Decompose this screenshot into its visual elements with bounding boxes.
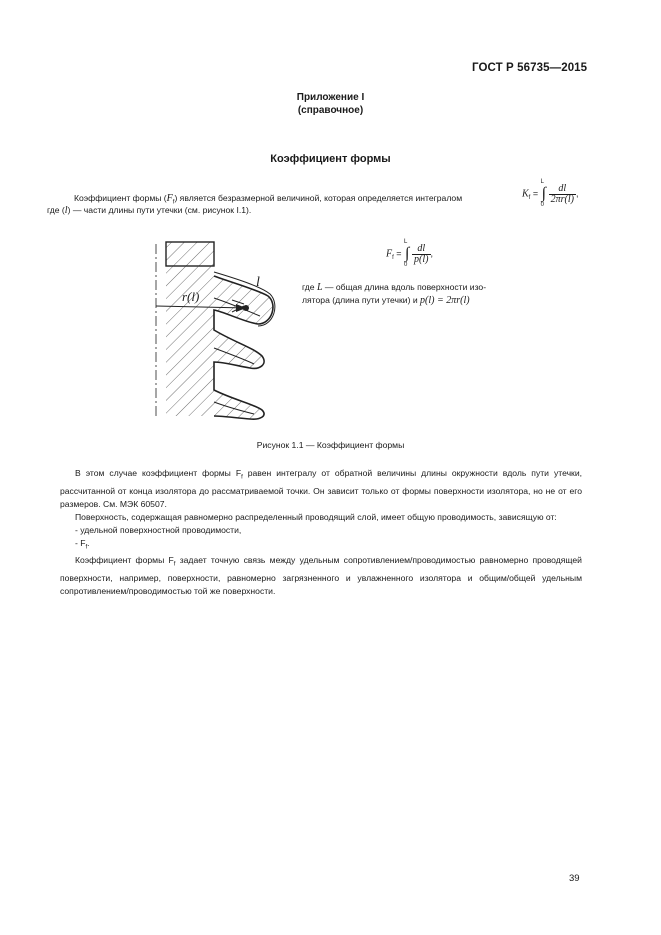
insulator-figure bbox=[150, 238, 280, 428]
paragraph-1: В этом случае коэффициент формы $F_f$ равен интегралу от обратной величины длины окружности вдоль пути утечки, рассчитанной от конца изолятора до рассматриваемой точки. Он зависит только от формы поверхности изолятора, но не от его размеров. См. МЭК 60507. bbox=[60, 468, 583, 509]
annex-title: Приложение I bbox=[296, 92, 365, 103]
paragraph-2: Поверхность, содержащая равномерно распределенный проводящий слой, имеет общую проводимость, зависящую от: bbox=[75, 511, 557, 522]
standard-number: ГОСТ Р 56735—2015 bbox=[472, 62, 588, 74]
where-line-2: лятора (длина пути утечки) и p(l) = 2πr(l) bbox=[302, 295, 470, 306]
insulator-cap bbox=[166, 242, 214, 266]
annex-subtitle: (справочное) bbox=[297, 105, 364, 116]
shape-factor-formula-intro: $K_f$ = L ∫ 0 $\frac{dl}{2\pi r(l)}$ , bbox=[522, 179, 579, 208]
label-length: l bbox=[256, 275, 260, 290]
intro-line-2: где (l) — части длины пути утечки (см. рисунок I.1). bbox=[47, 205, 252, 216]
list-item-2: - $F_f$. bbox=[75, 537, 90, 551]
body-text bbox=[60, 467, 582, 598]
section-title: Коэффициент формы bbox=[270, 153, 391, 165]
integral-sign-main: L ∫ 0 bbox=[404, 239, 410, 268]
integral-sign: L ∫ 0 bbox=[540, 179, 546, 208]
label-radius: r(l) bbox=[182, 289, 200, 304]
shape-factor-formula: $F_f$ = L ∫ 0 $\frac{dl}{p(l)}$ , bbox=[386, 239, 434, 268]
page-number: 39 bbox=[569, 873, 580, 884]
list-item-1: - удельной поверхностной проводимости, bbox=[75, 524, 242, 535]
intro-line-1: Коэффициент формы $(F_f)$ является безразмерной величиной, которая определяется интегралом bbox=[74, 193, 463, 206]
where-line-1: где L — общая длина вдоль поверхности изо- bbox=[302, 282, 487, 293]
figure-caption: Рисунок 1.1 — Коэффициент формы bbox=[256, 440, 405, 450]
paragraph-3: Коэффициент формы $F_f$ задает точную связь между удельным сопротивлением/проводимостью равномерно проводящей поверхности, например, поверхности, равномерно загрязненного и увлажненного изолятора и общим/общей удельным сопротивлением/проводимостью той же поверхности. bbox=[60, 555, 582, 597]
